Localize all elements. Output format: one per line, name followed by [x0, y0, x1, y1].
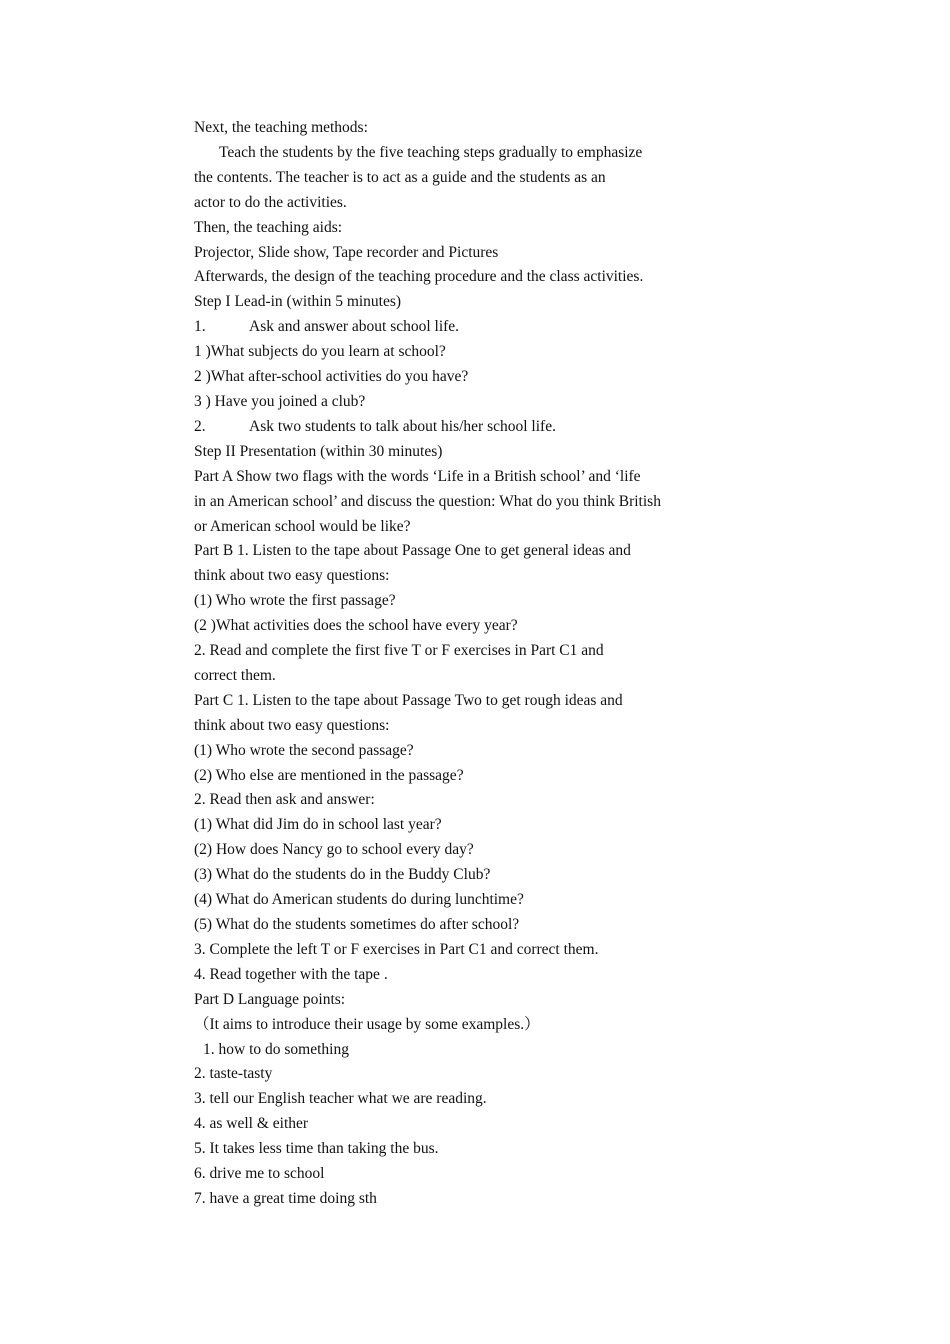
- list-number: 2.: [194, 417, 206, 435]
- list-item: 7. have a great time doing sth: [194, 1189, 377, 1207]
- list-item: (2) Who else are mentioned in the passage?: [194, 766, 464, 784]
- list-item: (1) What did Jim do in school last year?: [194, 816, 442, 834]
- list-item: 2 )What after-school activities do you have?: [194, 368, 469, 386]
- section-heading-teaching-methods: Next, the teaching methods:: [194, 119, 368, 136]
- paragraph-line: Part B 1. Listen to the tape about Passage One to get general ideas and: [194, 542, 631, 560]
- list-item: (1) Who wrote the second passage?: [194, 741, 414, 759]
- step-heading: Step II Presentation (within 30 minutes): [194, 442, 443, 460]
- step-heading: Step I Lead-in (within 5 minutes): [194, 293, 402, 311]
- list-item: 3 ) Have you joined a club?: [194, 392, 366, 410]
- paragraph-line: in an American school’ and discuss the question: What do you think British: [194, 492, 661, 510]
- document-page: [194, 116, 754, 1212]
- list-item: 1. how to do something: [203, 1040, 349, 1058]
- list-item: (1) Who wrote the first passage?: [194, 592, 396, 610]
- paragraph-line: Afterwards, the design of the teaching procedure and the class activities.: [194, 268, 644, 286]
- paragraph-line: 2. Read and complete the first five T or F exercises in Part C1 and: [194, 642, 604, 660]
- paragraph-line: Part C 1. Listen to the tape about Passage Two to get rough ideas and: [194, 691, 623, 709]
- list-item: (2 )What activities does the school have every year?: [194, 617, 518, 635]
- list-item: 2. taste-tasty: [194, 1065, 273, 1083]
- section-heading-language-points: Part D Language points:: [194, 990, 346, 1008]
- list-text: Ask and answer about school life.: [249, 318, 460, 336]
- paragraph-line: think about two easy questions:: [194, 567, 390, 585]
- list-item: (3) What do the students do in the Buddy Club?: [194, 866, 491, 884]
- paragraph-line: the contents. The teacher is to act as a guide and the students as an: [194, 168, 606, 186]
- paragraph-line: correct them.: [194, 666, 276, 684]
- paragraph-line: actor to do the activities.: [194, 193, 347, 211]
- paragraph-line: 4. Read together with the tape .: [194, 965, 388, 983]
- list-text: Ask two students to talk about his/her school life.: [249, 417, 556, 435]
- paragraph-line: Teach the students by the five teaching steps gradually to emphasize: [219, 143, 643, 161]
- list-item: 5. It takes less time than taking the bus.: [194, 1140, 439, 1158]
- section-heading-teaching-aids: Then, the teaching aids:: [194, 218, 343, 236]
- paragraph-line: Part A Show two flags with the words ‘Life in a British school’ and ‘life: [194, 467, 641, 485]
- paragraph-line: or American school would be like?: [194, 517, 411, 535]
- paragraph-note: （It aims to introduce their usage by some examples.）: [194, 1015, 540, 1033]
- list-item: (2) How does Nancy go to school every day?: [194, 841, 474, 859]
- list-item: [194, 315, 754, 340]
- list-item: [194, 415, 754, 440]
- list-number: 1.: [194, 318, 206, 336]
- paragraph-line: 2. Read then ask and answer:: [194, 791, 375, 809]
- paragraph-line: 3. Complete the left T or F exercises in Part C1 and correct them.: [194, 940, 599, 958]
- list-item: (4) What do American students do during lunchtime?: [194, 891, 524, 909]
- paragraph-line: Projector, Slide show, Tape recorder and Pictures: [194, 243, 499, 261]
- list-item: (5) What do the students sometimes do after school?: [194, 916, 520, 933]
- list-item: 3. tell our English teacher what we are reading.: [194, 1090, 487, 1108]
- paragraph-line: think about two easy questions:: [194, 716, 390, 734]
- list-item: 4. as well & either: [194, 1115, 309, 1133]
- list-item: 1 )What subjects do you learn at school?: [194, 343, 446, 361]
- list-item: 6. drive me to school: [194, 1165, 325, 1183]
